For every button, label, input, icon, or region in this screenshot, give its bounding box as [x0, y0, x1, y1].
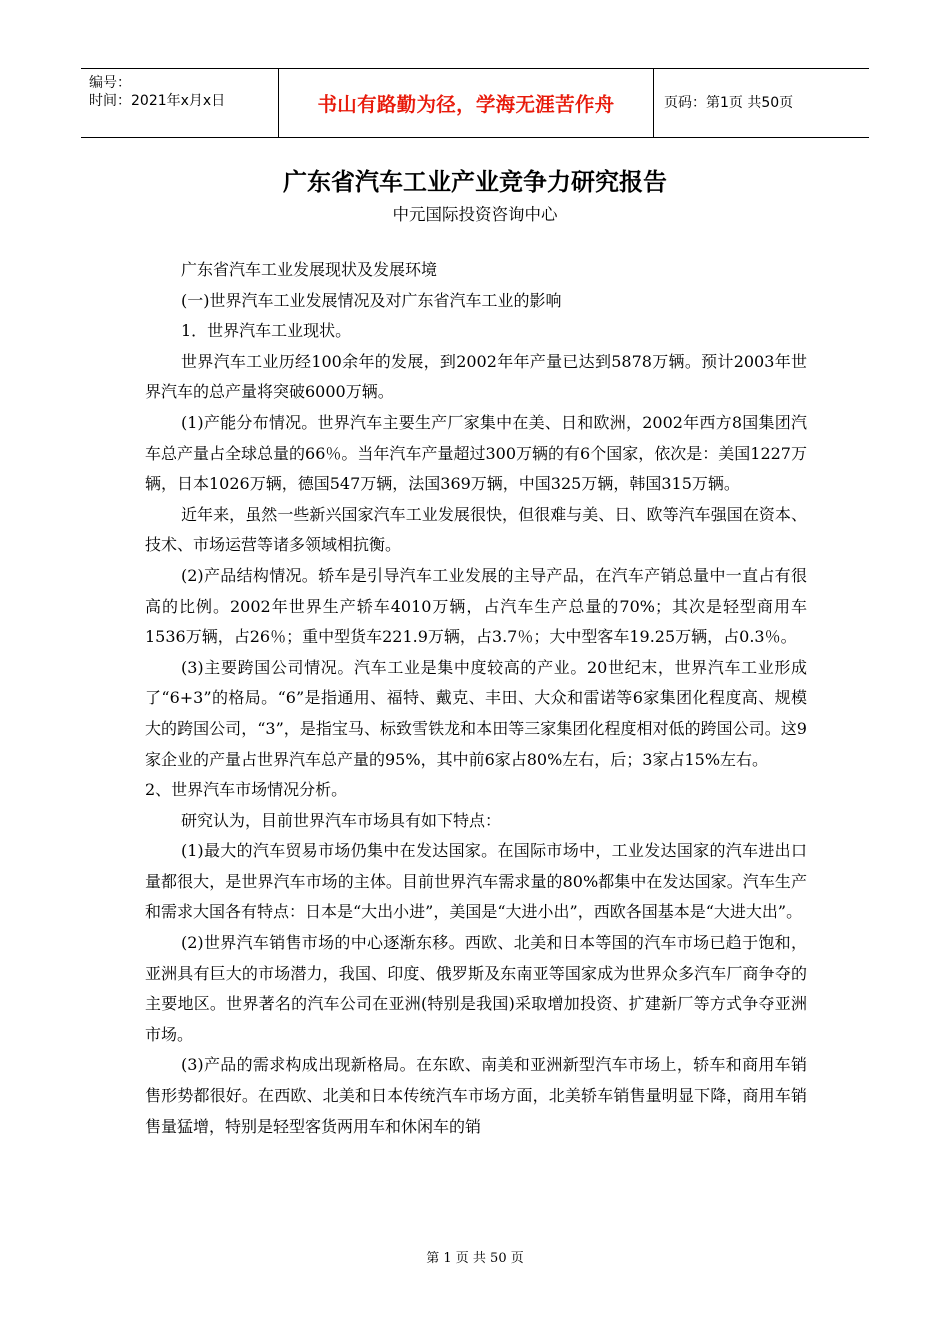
item-heading: 1．世界汽车工业现状。 [181, 321, 352, 341]
body-paragraph: (1)产能分布情况。世界汽车主要生产厂家集中在美、日和欧洲，2002年西方8国集团汽车总产量占全球总量的66％。当年汽车产量超过300万辆的有6个国家，依次是：美国1227万辆，日本1026万辆，德国547万辆，法国369万辆，中国325万辆，韩国315万辆。 [145, 412, 807, 494]
body-paragraph: (1)最大的汽车贸易市场仍集中在发达国家。在国际市场中，工业发达国家的汽车进出口量都很大，是世界汽车市场的主体。目前世界汽车需求量的80%都集中在发达国家。汽车生产和需求大国各有特点：日本是“大出小进”，美国是“大进小出”，西欧各国基本是“大进大出”。 [145, 841, 807, 922]
body-paragraph: 近年来，虽然一些新兴国家汽车工业发展很快，但很难与美、日、欧等汽车强国在资本、技术、市场运营等诸多领域相抗衡。 [145, 504, 807, 555]
item-heading: 2、世界汽车市场情况分析。 [145, 780, 348, 800]
body-paragraph: (3)产品的需求构成出现新格局。在东欧、南美和亚洲新型汽车市场上，轿车和商用车销售形势都很好。在西欧、北美和日本传统汽车市场方面，北美轿车销售量明显下降，商用车销售量猛增，特别是轻型客货两用车和休闲车的销 [145, 1055, 807, 1136]
header-page-cell [654, 69, 869, 137]
motto-text: 书山有路勤为径，学海无涯苦作舟 [317, 93, 615, 116]
body-paragraph: 研究认为，目前世界汽车市场具有如下特点： [181, 810, 502, 830]
subsection-heading: (一)世界汽车工业发展情况及对广东省汽车工业的影响 [181, 290, 562, 310]
document-header-table [81, 68, 869, 138]
body-paragraph: (3)主要跨国公司情况。汽车工业是集中度较高的产业。20世纪末，世界汽车工业形成了“6+3”的格局。“6”是指通用、福特、戴克、丰田、大众和雷诺等6家集团化程度高、规模大的跨国公司，“3”，是指宝马、标致雪铁龙和本田等三家集团化程度相对低的跨国公司。这9家企业的产量占世界汽车总产量的95%，其中前6家占80%左右，后；3家占15%左右。 [145, 657, 807, 769]
page-subtitle: 中元国际投资咨询中心 [392, 205, 558, 224]
header-meta-cell [81, 69, 279, 137]
document-body [145, 255, 807, 1142]
body-paragraph: (2)世界汽车销售市场的中心逐渐东移。西欧、北美和日本等国的汽车市场已趋于饱和，亚洲具有巨大的市场潜力，我国、印度、俄罗斯及东南亚等国家成为世界众多汽车厂商争夺的主要地区。世界著名的汽车公司在亚洲(特别是我国)采取增加投资、扩建新厂等方式争夺亚洲市场。 [145, 933, 807, 1044]
page-footer: 第 1 页 共 50 页 [426, 1251, 524, 1266]
page-info-label: 页码：第1页 共50页 [664, 95, 794, 111]
section-heading: 广东省汽车工业发展现状及发展环境 [181, 260, 438, 279]
document-number-label: 编号： [89, 75, 131, 91]
header-motto-cell [279, 69, 654, 137]
body-paragraph: 世界汽车工业历经100余年的发展，到2002年年产量已达到5878万辆。预计2003年世界汽车的总产量将突破6000万辆。 [145, 351, 807, 402]
body-paragraph: (2)产品结构情况。轿车是引导汽车工业发展的主导产品，在汽车产销总量中一直占有很高的比例。2002年世界生产轿车4010万辆，占汽车生产总量的70%；其次是轻型商用车1536万辆，占26％；重中型货车221.9万辆，占3.7％；大中型客车19.25万辆，占0.3％。 [145, 565, 807, 647]
page-title: 广东省汽车工业产业竞争力研究报告 [283, 168, 667, 196]
document-date-label: 时间：2021年x月x日 [89, 93, 226, 109]
